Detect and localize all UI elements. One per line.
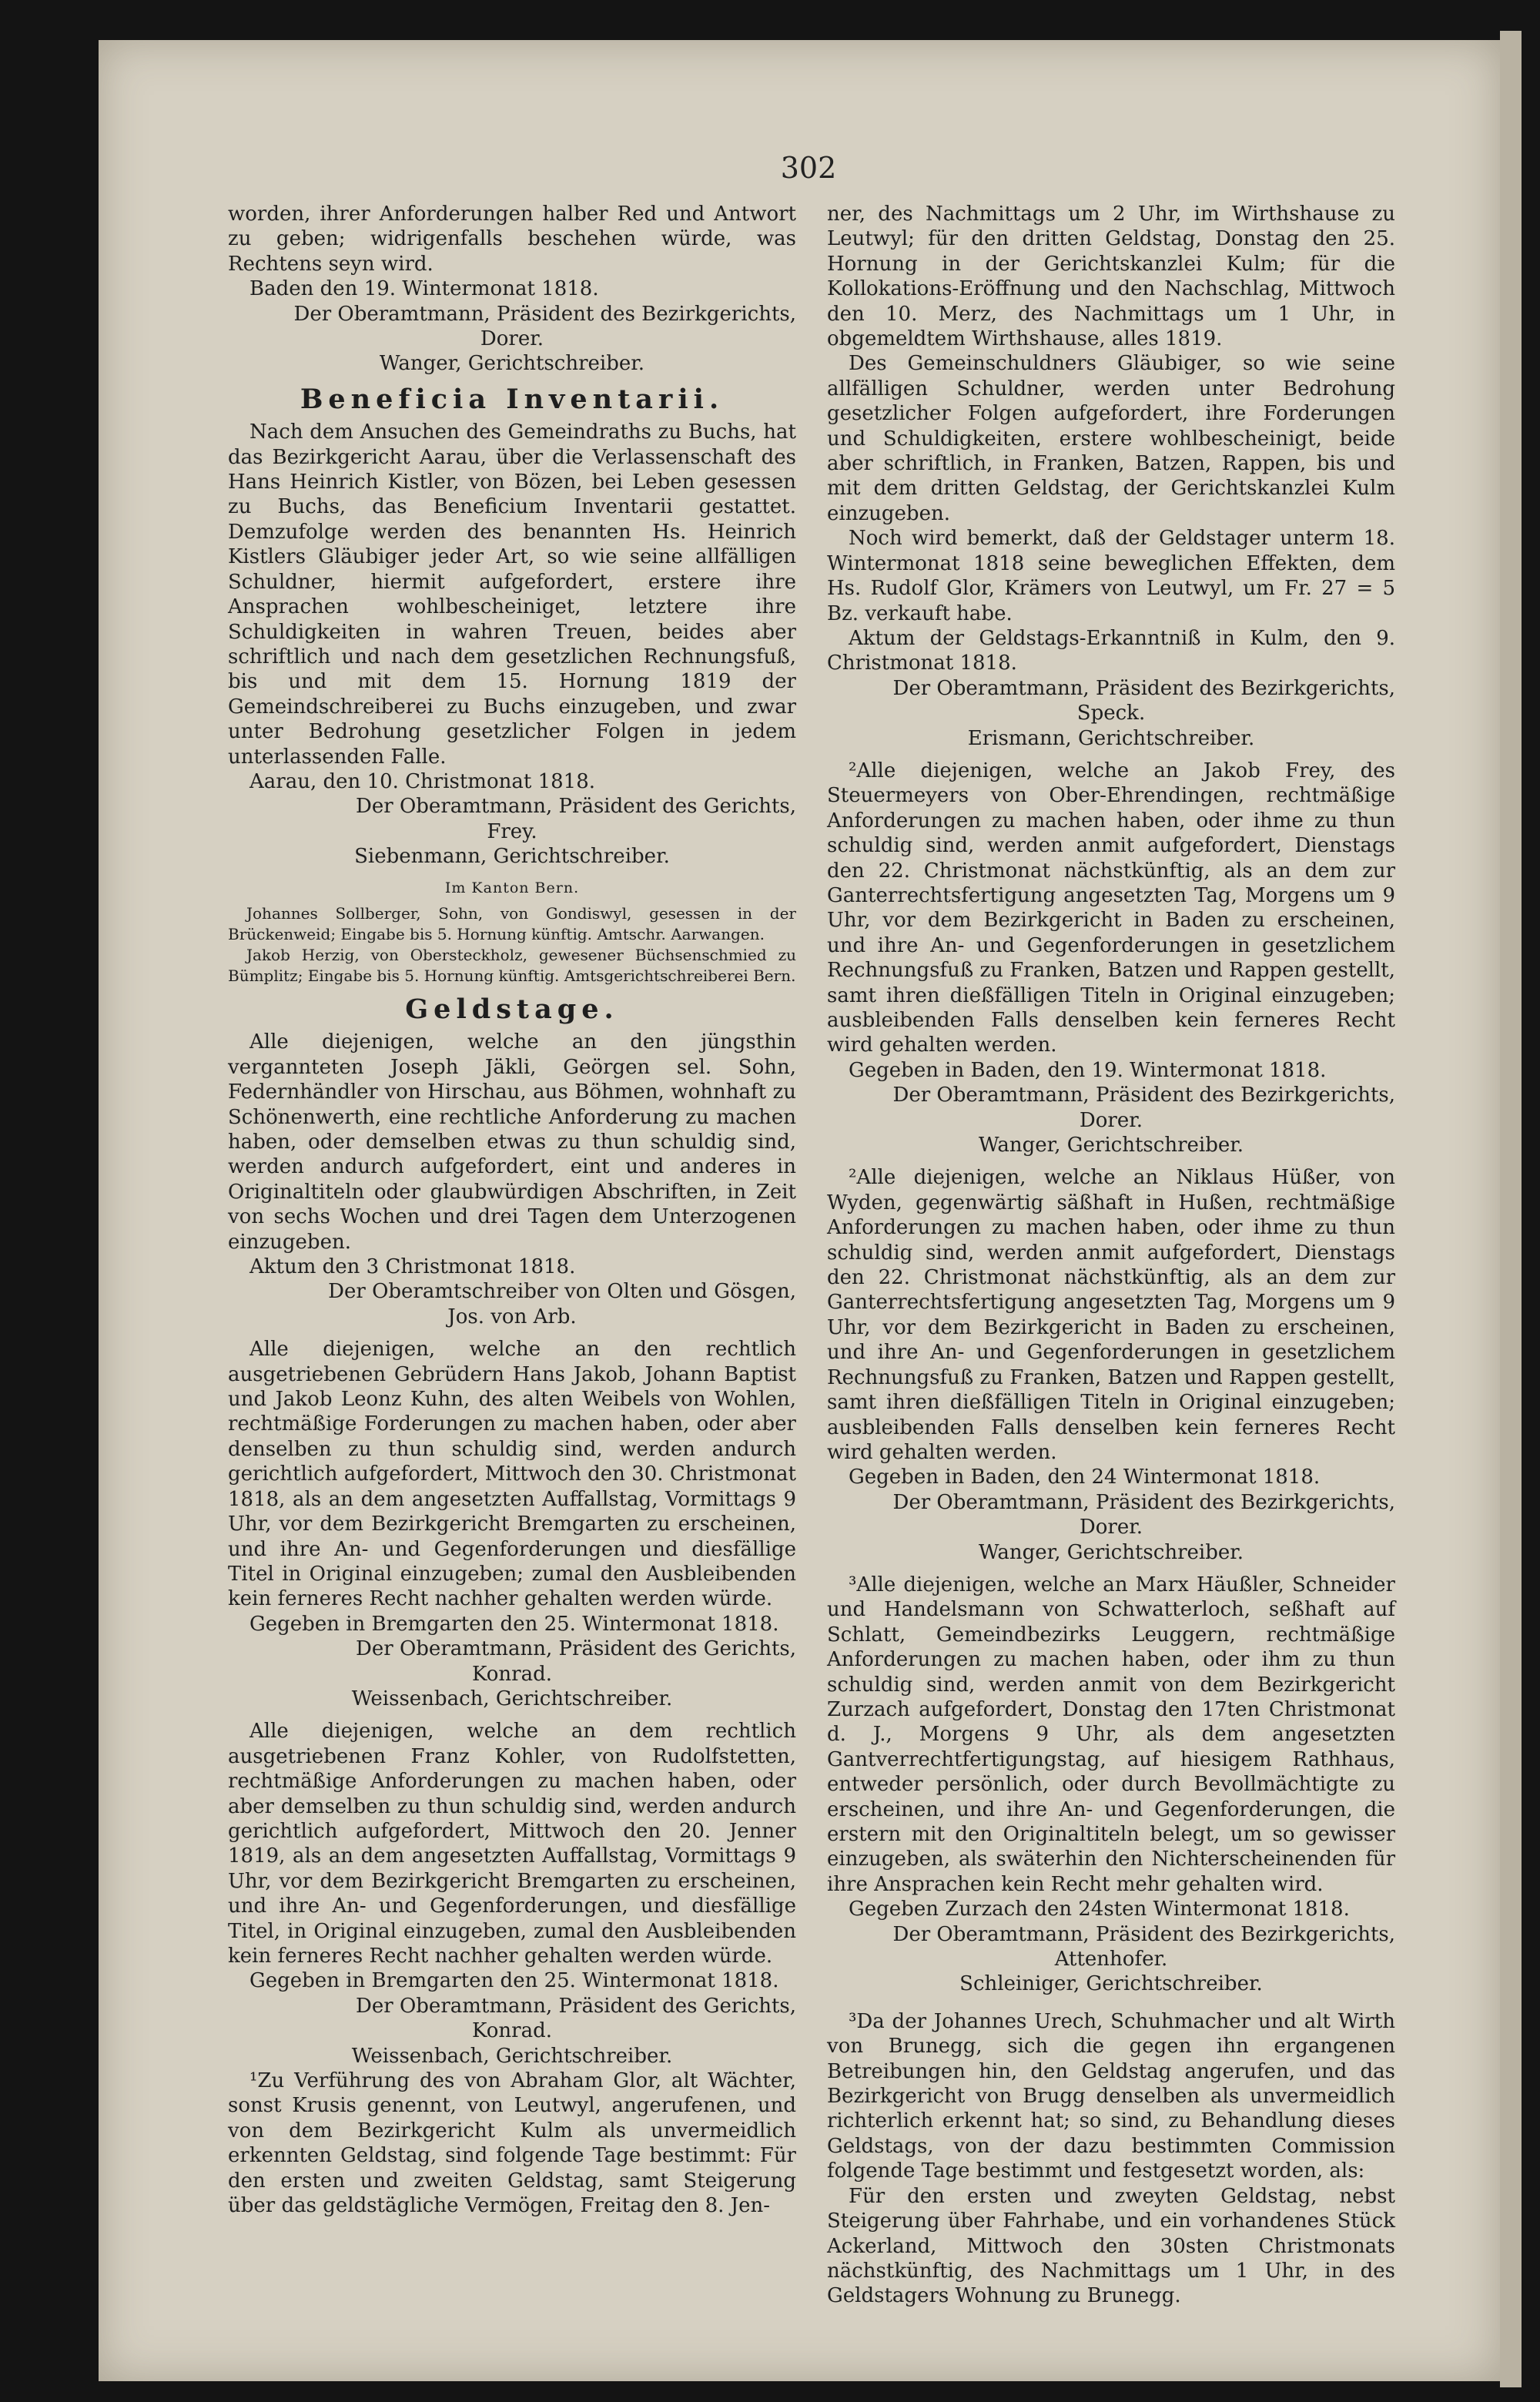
signature-line: Der Oberamtschreiber von Olten und Gösgen, bbox=[328, 1280, 796, 1304]
signature-name: Jos. von Arb. bbox=[447, 1305, 577, 1328]
paragraph: ³Alle diejenigen, welche an Marx Häußler, Schneider und Handelsmann von Schwatterloch, seßhaft auf Schlatt, Gemeindbezirks Leuggern, rechtmäßige Anforderungen zu machen haben, oder ihm zu thun schuldig sind, werden anmit von dem Bezirkgericht Zurzach aufgefordert, Donstag den 17ten Christmonat d. J., Morgens 9 Uhr, als dem angesetzten Gantverrechtfertigungstag, auf hiesigem Rathhaus, entweder persönlich, oder durch Bevollmächtigte zu erscheinen, und ihre An- und Gegenforderungen, die erstern mit den Originaltiteln belegt, um so gewisser einzugeben, als swäterhin den Nichterscheinenden für ihre Ansprachen kein Recht mehr gehalten wird. bbox=[827, 1573, 1395, 1896]
paragraph: Aktum der Geldstags-Erkanntniß in Kulm, den 9. Christmonat 1818. bbox=[827, 626, 1395, 675]
signature-name: Attenhofer. bbox=[1054, 1948, 1168, 1972]
signature-name: Schleiniger, Gerichtschreiber. bbox=[959, 1972, 1263, 1996]
notice-entry: Johannes Sollberger, Sohn, von Gondiswyl, gesessen in der Brückenweid; Eingabe bis 5. Hornung künftig. Amtschr. Aarwangen. bbox=[228, 903, 796, 943]
signature-line: Der Oberamtmann, Präsident des Gerichts, bbox=[356, 1994, 796, 2018]
paragraph: Aktum den 3 Christmonat 1818. bbox=[249, 1255, 576, 1279]
signature-name: Siebenmann, Gerichtschreiber. bbox=[354, 845, 670, 869]
signature-name: Dorer. bbox=[1079, 1108, 1143, 1132]
paragraph: Alle diejenigen, welche an den jüngsthin vergannteten Joseph Jäkli, Geörgen sel. Sohn, Federnhändler von Hirschau, aus Böhmen, wohnhaft zu Schönenwerth, eine rechtliche Anforderung zu machen haben, oder demselben etwas zu thun schuldig sind, werden andurch aufgefordert, eint und anderes in Originaltiteln oder glaubwürdigen Abschriften, in Zeit von sechs Wochen und drei Tagen dem Unterzogenen einzugeben. bbox=[228, 1030, 796, 1254]
paragraph: worden, ihrer Anforderungen halber Red und Antwort zu geben; widrigenfalls beschehen würde, was Rechtens seyn wird. bbox=[228, 203, 796, 276]
paragraph: Gegeben in Bremgarten den 25. Wintermonat 1818. bbox=[249, 1969, 779, 1993]
paragraph: Gegeben in Baden, den 24 Wintermonat 1818. bbox=[849, 1466, 1321, 1489]
paragraph: Baden den 19. Wintermonat 1818. bbox=[249, 277, 599, 301]
signature-name: Erismann, Gerichtschreiber. bbox=[967, 726, 1255, 750]
signature-line: Der Oberamtmann, Präsident des Bezirkgerichts, bbox=[892, 1490, 1395, 1514]
signature-line: Der Oberamtmann, Präsident des Gerichts, bbox=[356, 795, 796, 819]
notice-entry: Jakob Herzig, von Obersteckholz, gewesener Büchsenschmied zu Bümplitz; Eingabe bis 5. Hornung künftig. Amtsgerichtschreiberei Bern. bbox=[228, 945, 796, 985]
signature-name: Frey. bbox=[487, 819, 537, 843]
paragraph: Alle diejenigen, welche an dem rechtlich ausgetriebenen Franz Kohler, von Rudolfstetten, rechtmäßige Anforderungen zu machen haben, oder aber demselben zu thun schuldig sind, werden andurch gerichtlich aufgefordert, Mittwoch den 20. Jenner 1819, als an dem angesetzten Auffallstag, Vormittags 9 Uhr, vor dem Bezirkgericht Bremgarten zu erscheinen, und ihre An- und Gegenforderungen, und diesfällige Titel, in Original einzugeben, zumal den Ausbleibenden kein ferneres Recht nachher gehalten werden würde. bbox=[228, 1720, 796, 1968]
section-heading: Geldstage. bbox=[405, 993, 619, 1025]
paragraph: Aarau, den 10. Christmonat 1818. bbox=[249, 769, 596, 793]
section-heading: Beneficia Inventarii. bbox=[300, 383, 725, 415]
signature-name: Dorer. bbox=[1079, 1516, 1143, 1539]
signature-line: Der Oberamtmann, Präsident des Bezirkgerichts, bbox=[892, 1084, 1395, 1107]
paragraph: Des Gemeinschuldners Gläubiger, so wie seine allfälligen Schuldner, werden unter Bedrohung gesetzlicher Folgen aufgefordert, ihre Forderungen und Schuldigkeiten, erstere wohlbescheinigt, beide aber schriftlich, in Franken, Batzen, Rappen, bis und mit dem dritten Geldstag, der Gerichtskanzlei Kulm einzugeben. bbox=[827, 352, 1395, 525]
paragraph: Für den ersten und zweyten Geldstag, nebst Steigerung über Fahrhabe, und ein vorhandenes Stück Ackerland, Mittwoch den 30sten Christmonats nächstkünftig, des Nachmittags um 1 Uhr, in des Geldstagers Wohnung zu Brunegg. bbox=[827, 2184, 1395, 2308]
paragraph: Alle diejenigen, welche an den rechtlich ausgetriebenen Gebrüdern Hans Jakob, Johann Baptist und Jakob Leonz Kuhn, des alten Weibels von Wohlen, rechtmäßige Forderungen zu machen haben, oder aber denselben zu thun schuldig sind, werden andurch gerichtlich aufgefordert, Mittwoch den 30. Christmonat 1818, als an dem angesetzten Auffallstag, Vormittags 9 Uhr, vor dem Bezirkgericht Bremgarten zu erscheinen, und ihre An- und Gegenforderungen und diesfällige Titel in Original einzugeben; zumal den Ausbleibenden kein ferneres Recht nachher gehalten werden würde. bbox=[228, 1338, 796, 1611]
signature-line: Der Oberamtmann, Präsident des Bezirkgerichts, bbox=[892, 676, 1395, 700]
left-column bbox=[228, 202, 796, 2218]
right-column bbox=[827, 202, 1395, 2309]
paragraph: Nach dem Ansuchen des Gemeindraths zu Buchs, hat das Bezirkgericht Aarau, über die Verlassenschaft des Hans Heinrich Kistler, von Bözen, bei Leben gesessen zu Buchs, das Beneficium Inventarii gestattet. Demzufolge werden des benannten Hs. Heinrich Kistlers Gläubiger jeder Art, so wie seine allfälligen Schuldner, hiermit aufgefordert, erstere ihre Ansprachen wohlbescheiniget, letztere ihre Schuldigkeiten in wahren Treuen, beides aber schriftlich und nach dem gesetzlichen Rechnungsfuß, bis und mit dem 15. Hornung 1819 der Gemeindschreiberei zu Buchs einzugeben, und zwar unter Bedrohung gesetzlicher Folgen in jedem unterlassenden Falle. bbox=[228, 420, 796, 769]
page-number: 302 bbox=[780, 151, 837, 185]
signature-line: Der Oberamtmann, Präsident des Gerichts, bbox=[356, 1637, 796, 1661]
signature-name: Wanger, Gerichtschreiber. bbox=[379, 352, 645, 376]
paragraph: Gegeben Zurzach den 24sten Wintermonat 1818. bbox=[849, 1898, 1350, 1921]
paragraph: ²Alle diejenigen, welche an Niklaus Hüßer, von Wyden, gegenwärtig säßhaft in Hußen, rechtmäßige Anforderungen zu machen haben, oder ihme zu thun schuldig sind, werden anmit aufgefordert, Dienstags den 22. Christmonat nächstkünftig, als an dem zur Ganterrechtsfertigung angesetzten Tag, Morgens um 9 Uhr, vor dem Bezirkgericht in Baden zu erscheinen, und ihre An- und Gegenforderungen in gesetzlichem Rechnungsfuß zu Franken, Batzen und Rappen gestellt, samt ihren dießfälligen Titeln in Original einzugeben; ausbleibenden Falls denselben kein ferneres Recht wird gehalten werden. bbox=[827, 1166, 1395, 1464]
signature-line: Der Oberamtmann, Präsident des Bezirkgerichts, bbox=[293, 302, 796, 326]
signature-name: Speck. bbox=[1076, 702, 1146, 725]
paragraph: ³Da der Johannes Urech, Schuhmacher und alt Wirth von Brunegg, sich die gegen ihn ergangenen Betreibungen hin, den Geldstag angerufen, und das Bezirkgericht von Brugg denselben als unvermeidlich richterlich erkennt hat; so sind, zu Behandlung dieses Geldstags, von der dazu bestimmten Commission folgende Tage bestimmt und festgesetzt worden, als: bbox=[827, 2009, 1395, 2183]
paragraph: Gegeben in Baden, den 19. Wintermonat 1818. bbox=[849, 1058, 1327, 1082]
adjacent-page-edge bbox=[1500, 31, 1522, 2387]
paragraph: ¹Zu Verführung des von Abraham Glor, alt Wächter, sonst Krusis genennt, von Leutwyl, angerufenen, und von dem Bezirkgericht Kulm als unvermeidlich erkennten Geldstag, sind folgende Tage bestimmt: Für den ersten und zweiten Geldstag, samt Steigerung über das geldstägliche Vermögen, Freitag den 8. Jen- bbox=[228, 2069, 796, 2218]
signature-name: Dorer. bbox=[480, 327, 544, 351]
signature-name: Weissenbach, Gerichtschreiber. bbox=[351, 2044, 673, 2068]
signature-name: Weissenbach, Gerichtschreiber. bbox=[351, 1687, 673, 1710]
signature-name: Wanger, Gerichtschreiber. bbox=[978, 1540, 1244, 1564]
signature-name: Wanger, Gerichtschreiber. bbox=[978, 1134, 1244, 1157]
signature-name: Konrad. bbox=[472, 1662, 552, 1686]
signature-line: Der Oberamtmann, Präsident des Bezirkgerichts, bbox=[892, 1922, 1395, 1946]
subsection-heading: Im Kanton Bern. bbox=[444, 879, 580, 896]
paragraph: Noch wird bemerkt, daß der Geldstager unterm 18. Wintermonat 1818 seine beweglichen Effekten, dem Hs. Rudolf Glor, Krämers von Leutwyl, um Fr. 27 = 5 Bz. verkauft habe. bbox=[827, 527, 1395, 625]
paragraph: ²Alle diejenigen, welche an Jakob Frey, des Steuermeyers von Ober-Ehrendingen, rechtmäßige Anforderungen zu machen haben, oder ihme zu thun schuldig sind, werden anmit aufgefordert, Dienstags den 22. Christmonat nächstkünftig, als an dem zur Ganterrechtsfertigung angesetzten Tag, Morgens um 9 Uhr, vor dem Bezirkgericht in Baden zu erscheinen, und ihre An- und Gegenforderungen in gesetzlichem Rechnungsfuß zu Franken, Batzen und Rappen gestellt, samt ihren dießfälligen Titeln in Original einzugeben; ausbleibenden Falls denselben kein ferneres Recht wird gehalten werden. bbox=[827, 759, 1395, 1057]
paragraph: ner, des Nachmittags um 2 Uhr, im Wirthshause zu Leutwyl; für den dritten Geldstag, Donstag den 25. Hornung in der Gerichtskanzlei Kulm; für die Kollokations-Eröffnung und den Nachschlag, Mittwoch den 10. Merz, des Nachmittags um 1 Uhr, in obgemeldtem Wirthshause, alles 1819. bbox=[827, 203, 1395, 351]
paragraph: Gegeben in Bremgarten den 25. Wintermonat 1818. bbox=[249, 1612, 779, 1636]
signature-name: Konrad. bbox=[472, 2019, 552, 2043]
